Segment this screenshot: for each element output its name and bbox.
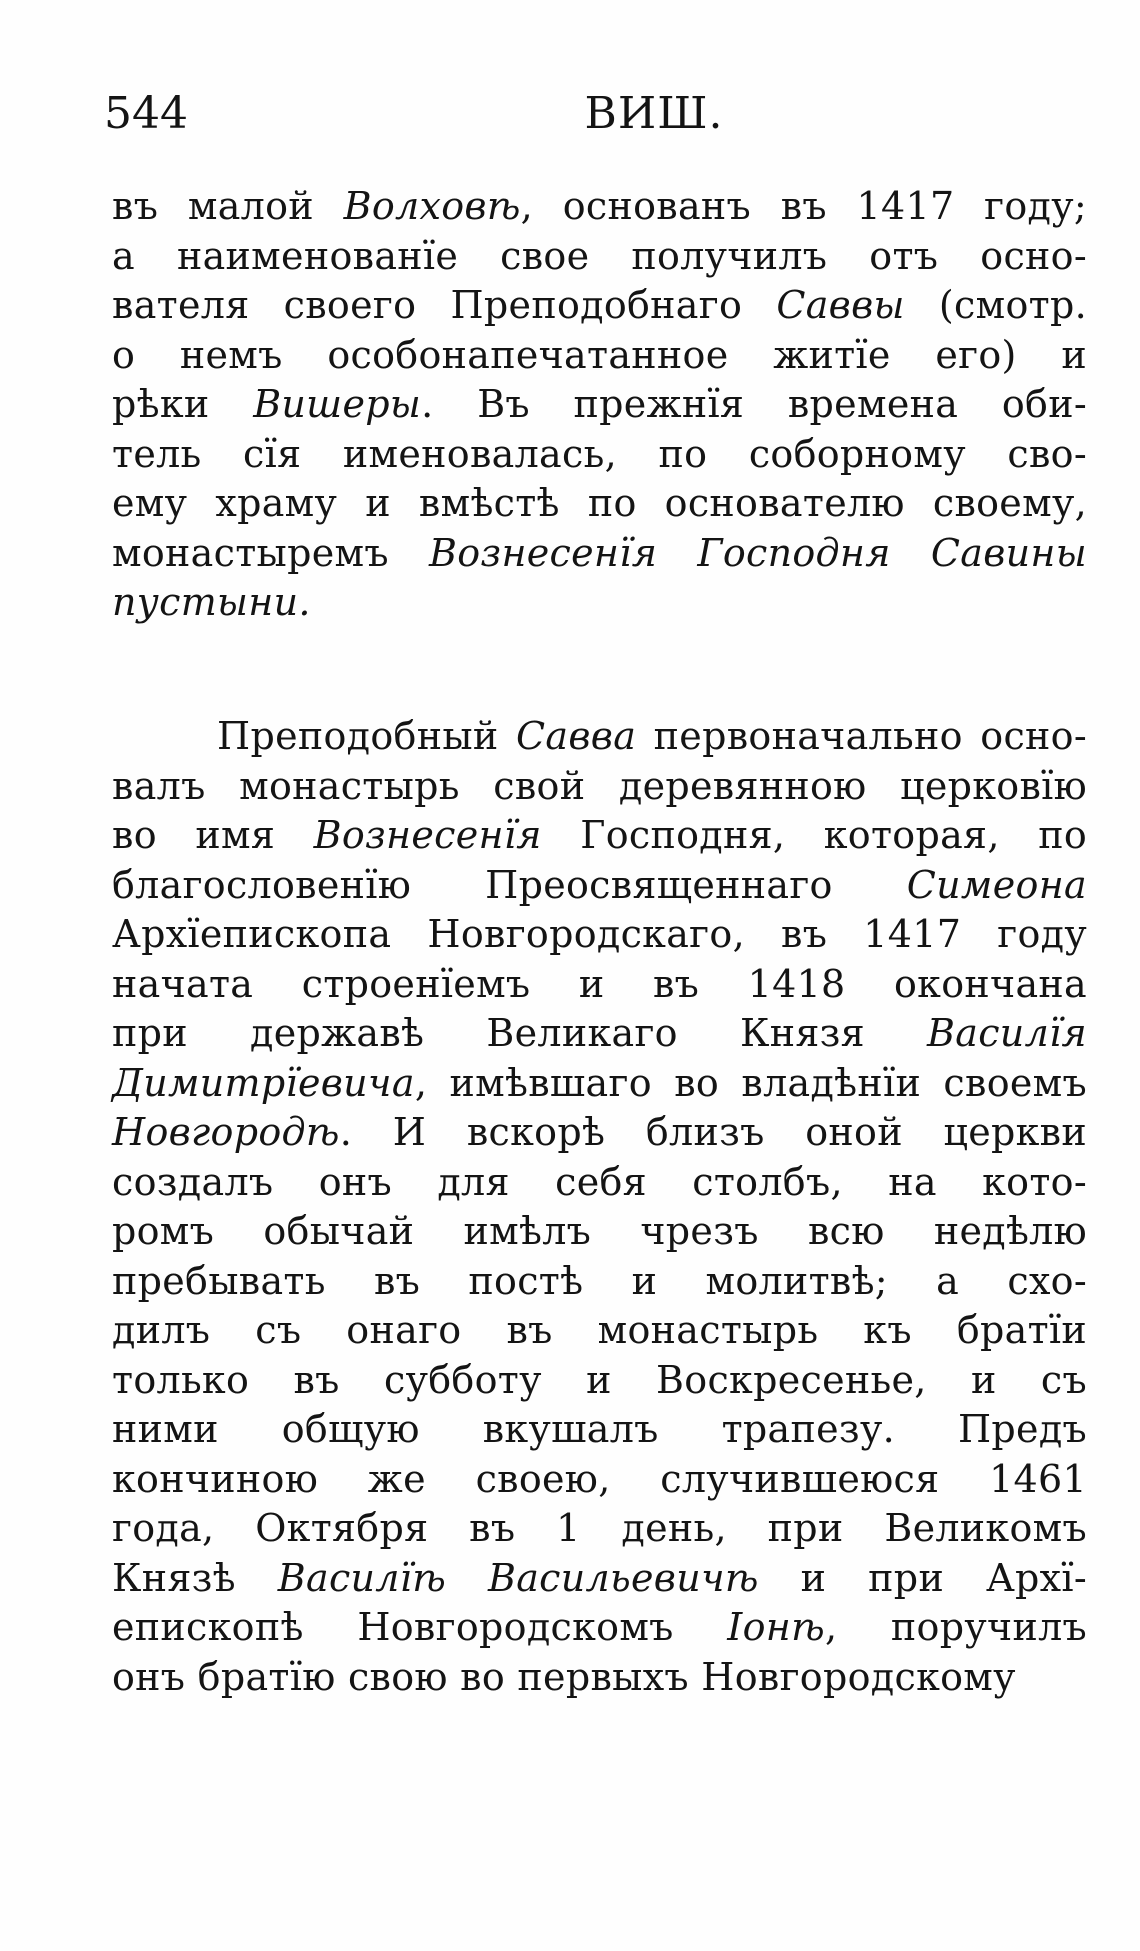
text-line (112, 1356, 1087, 1406)
italic-text-segment: Василїѣ Васильевичѣ (277, 1555, 759, 1600)
page-number: 544 (104, 88, 188, 139)
italic-text-segment: Димитрїевича (112, 1060, 415, 1105)
text-segment: Князѣ (112, 1555, 278, 1600)
text-segment: валъ монастырь свой деревянною церковїю (112, 763, 1087, 808)
text-line (112, 1554, 1087, 1604)
text-line (112, 1455, 1087, 1505)
italic-text-segment: Саввы (776, 283, 905, 327)
text-segment: ними общую вкушалъ трапезу. Предъ (112, 1407, 1087, 1451)
italic-text-segment: Волховѣ (343, 184, 521, 228)
italic-text-segment: Вознесенїя Господня Савины (429, 530, 1087, 575)
running-head: ВИШ. (584, 88, 724, 139)
text-segment: дилъ съ онаго въ монастырь къ братїи (112, 1308, 1087, 1352)
text-line (112, 232, 1087, 282)
text-line (112, 762, 1087, 812)
text-segment: , основанъ въ 1417 году; (520, 184, 1087, 228)
italic-text-segment: Вишеры (253, 382, 422, 426)
text-line (112, 1207, 1087, 1257)
text-line (112, 1504, 1087, 1554)
text-segment: епископѣ Новгородскомъ (112, 1605, 728, 1649)
text-segment: только въ субботу и Воскресенье, и съ (112, 1357, 1087, 1402)
text-segment: . И вскорѣ близъ оной церкви (339, 1110, 1087, 1154)
text-segment: Преподобный (217, 714, 517, 758)
text-line (112, 479, 1087, 529)
text-segment: . Въ прежнїя времена оби- (421, 382, 1087, 426)
text-line (112, 811, 1087, 861)
text-segment: создалъ онъ для себя столбъ, на кото- (112, 1159, 1087, 1204)
text-segment: пребывать въ постѣ и молитвѣ; а схо- (112, 1258, 1087, 1303)
text-segment: начата строенїемъ и въ 1418 окончана (112, 961, 1087, 1006)
text-line (112, 182, 1087, 232)
text-line (112, 1009, 1087, 1059)
italic-text-segment: Іонѣ (727, 1605, 825, 1649)
text-segment: во имя (112, 813, 314, 857)
italic-text-segment: пустыни. (112, 580, 311, 624)
text-segment: ему храму и вмѣстѣ по основателю своему, (112, 481, 1087, 525)
text-line (112, 578, 1087, 628)
italic-text-segment: Вознесенїя (313, 813, 542, 857)
page-header (104, 84, 1084, 144)
paragraph-1 (112, 182, 1087, 628)
text-line (112, 910, 1087, 960)
italic-text-segment: Симеона (906, 862, 1087, 907)
text-line (112, 1405, 1087, 1455)
text-segment: монастыремъ (112, 530, 430, 575)
text-line (112, 380, 1087, 430)
text-segment: , имѣвшаго во владѣнїи своемъ (414, 1060, 1087, 1105)
text-segment: тель сїя именовалась, по соборному сво- (112, 431, 1087, 476)
text-segment: при державѣ Великаго Князя (112, 1011, 928, 1055)
text-segment: а наименованїе свое получилъ отъ осно- (112, 233, 1087, 278)
text-segment: въ малой (112, 184, 344, 228)
text-line (112, 281, 1087, 331)
text-segment: и при Архї- (758, 1555, 1087, 1600)
paragraph-2 (112, 712, 1087, 1702)
text-segment: года, Октября въ 1 день, при Великомъ (112, 1506, 1087, 1550)
italic-text-segment: Новгородѣ (112, 1110, 340, 1154)
text-line (112, 861, 1087, 911)
text-line (112, 1257, 1087, 1307)
text-segment: рѣки (112, 382, 254, 426)
text-line (112, 960, 1087, 1010)
text-line (112, 712, 1087, 762)
text-segment: кончиною же своею, случившеюся 1461 (112, 1456, 1087, 1501)
text-segment: ромъ обычай имѣлъ чрезъ всю недѣлю (112, 1209, 1087, 1253)
text-line (112, 529, 1087, 579)
text-line (112, 1306, 1087, 1356)
italic-text-segment: Савва (516, 714, 637, 758)
text-segment: онъ братїю свою во первыхъ Новгородскому (112, 1654, 1016, 1699)
text-line (112, 430, 1087, 480)
text-segment: первоначально осно- (636, 714, 1087, 758)
text-line (112, 1158, 1087, 1208)
text-segment: вателя своего Преподобнаго (112, 283, 777, 327)
text-line (112, 1603, 1087, 1653)
text-line (112, 331, 1087, 381)
italic-text-segment: Василїя (927, 1011, 1087, 1055)
text-segment: Господня, которая, по (541, 813, 1088, 857)
text-segment: благословенїю Преосвященнаго (112, 862, 907, 907)
text-line (112, 1108, 1087, 1158)
text-segment: (смотр. (904, 283, 1087, 327)
text-line (112, 1653, 1087, 1703)
text-segment: Архїепископа Новгородскаго, въ 1417 году (112, 912, 1087, 956)
text-segment: , поручилъ (824, 1605, 1087, 1649)
text-line (112, 1059, 1087, 1109)
text-segment: о немъ особонапечатанное житїе его) и (112, 332, 1087, 377)
